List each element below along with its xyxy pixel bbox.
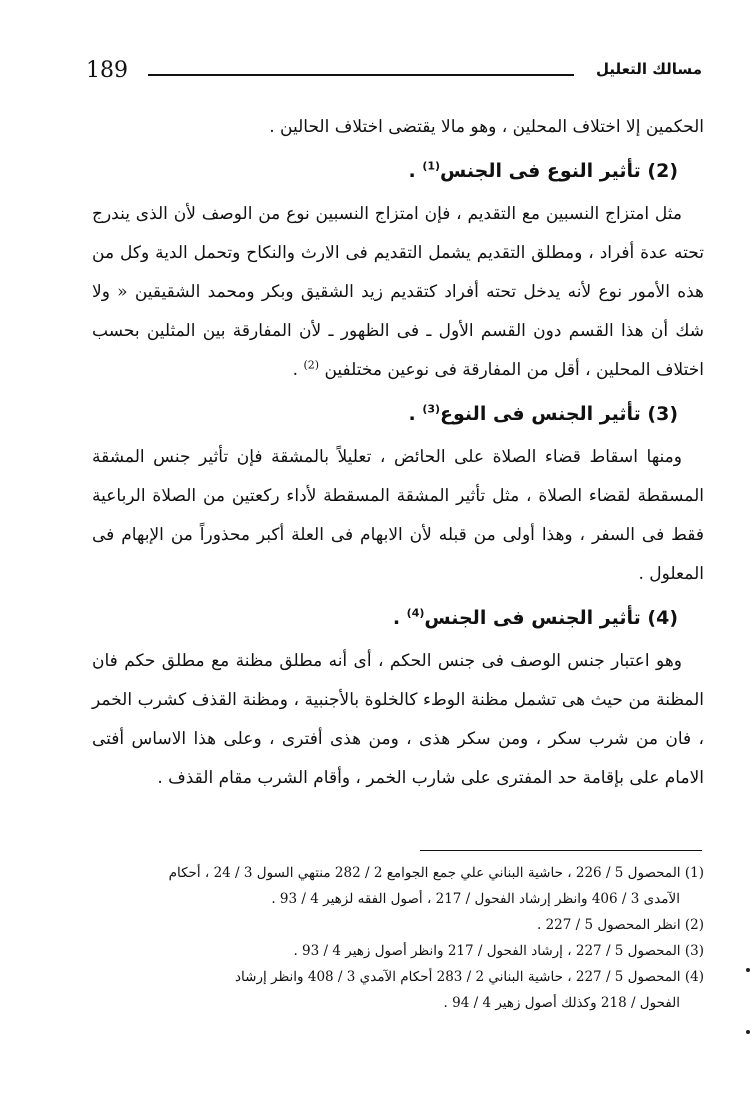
footnote-ref-2: (2) (303, 358, 320, 372)
section-heading-3 (92, 394, 704, 434)
heading-3-tail: . (408, 403, 423, 425)
section-heading-2 (92, 151, 704, 191)
header-rule (148, 74, 574, 76)
scan-speck (746, 1030, 750, 1034)
footnote-3: (3) المحصول 5 / 227 ، إرشاد الفحول / 217 وانظر أصول زهير 4 / 93 . (293, 943, 704, 959)
paragraph-2 (92, 195, 704, 390)
main-text (92, 108, 704, 798)
heading-3-text: (3) تأثير الجنس فى النوع (440, 403, 678, 425)
footnote-4: (4) المحصول 5 / 227 ، حاشية البناني 2 / 283 أحكام الآمدي 3 / 408 وانظر إرشاد (235, 969, 704, 985)
footnote-ref-3: (3) (422, 402, 441, 416)
footnote-4-continued: الفحول / 218 وكذلك أصول زهير 4 / 94 . (443, 995, 680, 1011)
section-heading-4 (92, 598, 704, 638)
paragraph-3: ومنها اسقاط قضاء الصلاة على الحائض ، تعليلاً بالمشقة فإن تأثير جنس المشقة المسقطة لقضاء الصلاة ، مثل تأثير المشقة المسقطة لأداء ركعتين من الصلاة الرباعية فقط فى السفر ، وهذا أولى من قبله لأن الابهام فى العلة أكبر محذوراً من الإبهام فى المعلول . (92, 447, 704, 584)
paragraph-1: الحكمين إلا اختلاف المحلين ، وهو مالا يقتضى اختلاف الحالين . (269, 117, 704, 137)
paragraph-2-text: مثل امتزاج النسبين مع التقديم ، فإن امتزاج النسبين نوع من الوصف لأن الذى يندرج تحته عدة أفراد ، ومطلق التقديم يشمل التقديم فى الارث والنكاح وتحمل الدية وكل من هذه الأمور نوع لأنه يدخل تحته أفراد كتقديم زيد الشقيق وبكر ومحمد الشقيقين « ولا شك أن هذا القسم دون القسم الأول ـ فى الظهور ـ لأن المفارقة بين المثلين بحسب اختلاف المحلين ، أقل من المفارقة فى نوعين مختلفين (92, 204, 704, 380)
footnotes (92, 860, 704, 1016)
footnote-ref-1: (1) (422, 159, 441, 173)
heading-4-tail: . (392, 607, 407, 629)
page-number: 189 (86, 58, 128, 83)
page-header (86, 58, 702, 88)
scan-speck (746, 968, 750, 972)
paragraph-4: وهو اعتبار جنس الوصف فى جنس الحكم ، أى أنه مطلق مظنة مع مطلق حكم فان المظنة من حيث هى تشمل مظنة الوطء كالخلوة بالأجنبية ، ومظنة القذف كشرب الخمر ، فان من شرب سكر ، ومن سكر هذى ، ومن هذى أفترى ، وعلى هذا الاساس أفتى الامام على بإقامة حد المفترى على شارب الخمر ، وأقام الشرب مقام القذف . (92, 651, 704, 788)
running-title: مسالك التعليل (595, 60, 702, 78)
footnote-ref-4: (4) (406, 606, 425, 620)
footnote-1-continued: الآمدى 3 / 406 وانظر إرشاد الفحول / 217 ، أصول الفقه لزهير 4 / 93 . (271, 891, 680, 907)
heading-2-text: (2) تأثير النوع فى الجنس (440, 160, 678, 182)
paragraph-2-tail: . (292, 360, 304, 380)
footnote-1: (1) المحصول 5 / 226 ، حاشية البناني علي جمع الجوامع 2 / 282 منتهي السول 3 / 24 ، أحكام (168, 865, 704, 881)
heading-2-tail: . (408, 160, 423, 182)
heading-4-text: (4) تأثير الجنس فى الجنس (424, 607, 678, 629)
footnote-separator (420, 850, 702, 851)
footnote-2: (2) انظر المحصول 5 / 227 . (536, 917, 704, 933)
